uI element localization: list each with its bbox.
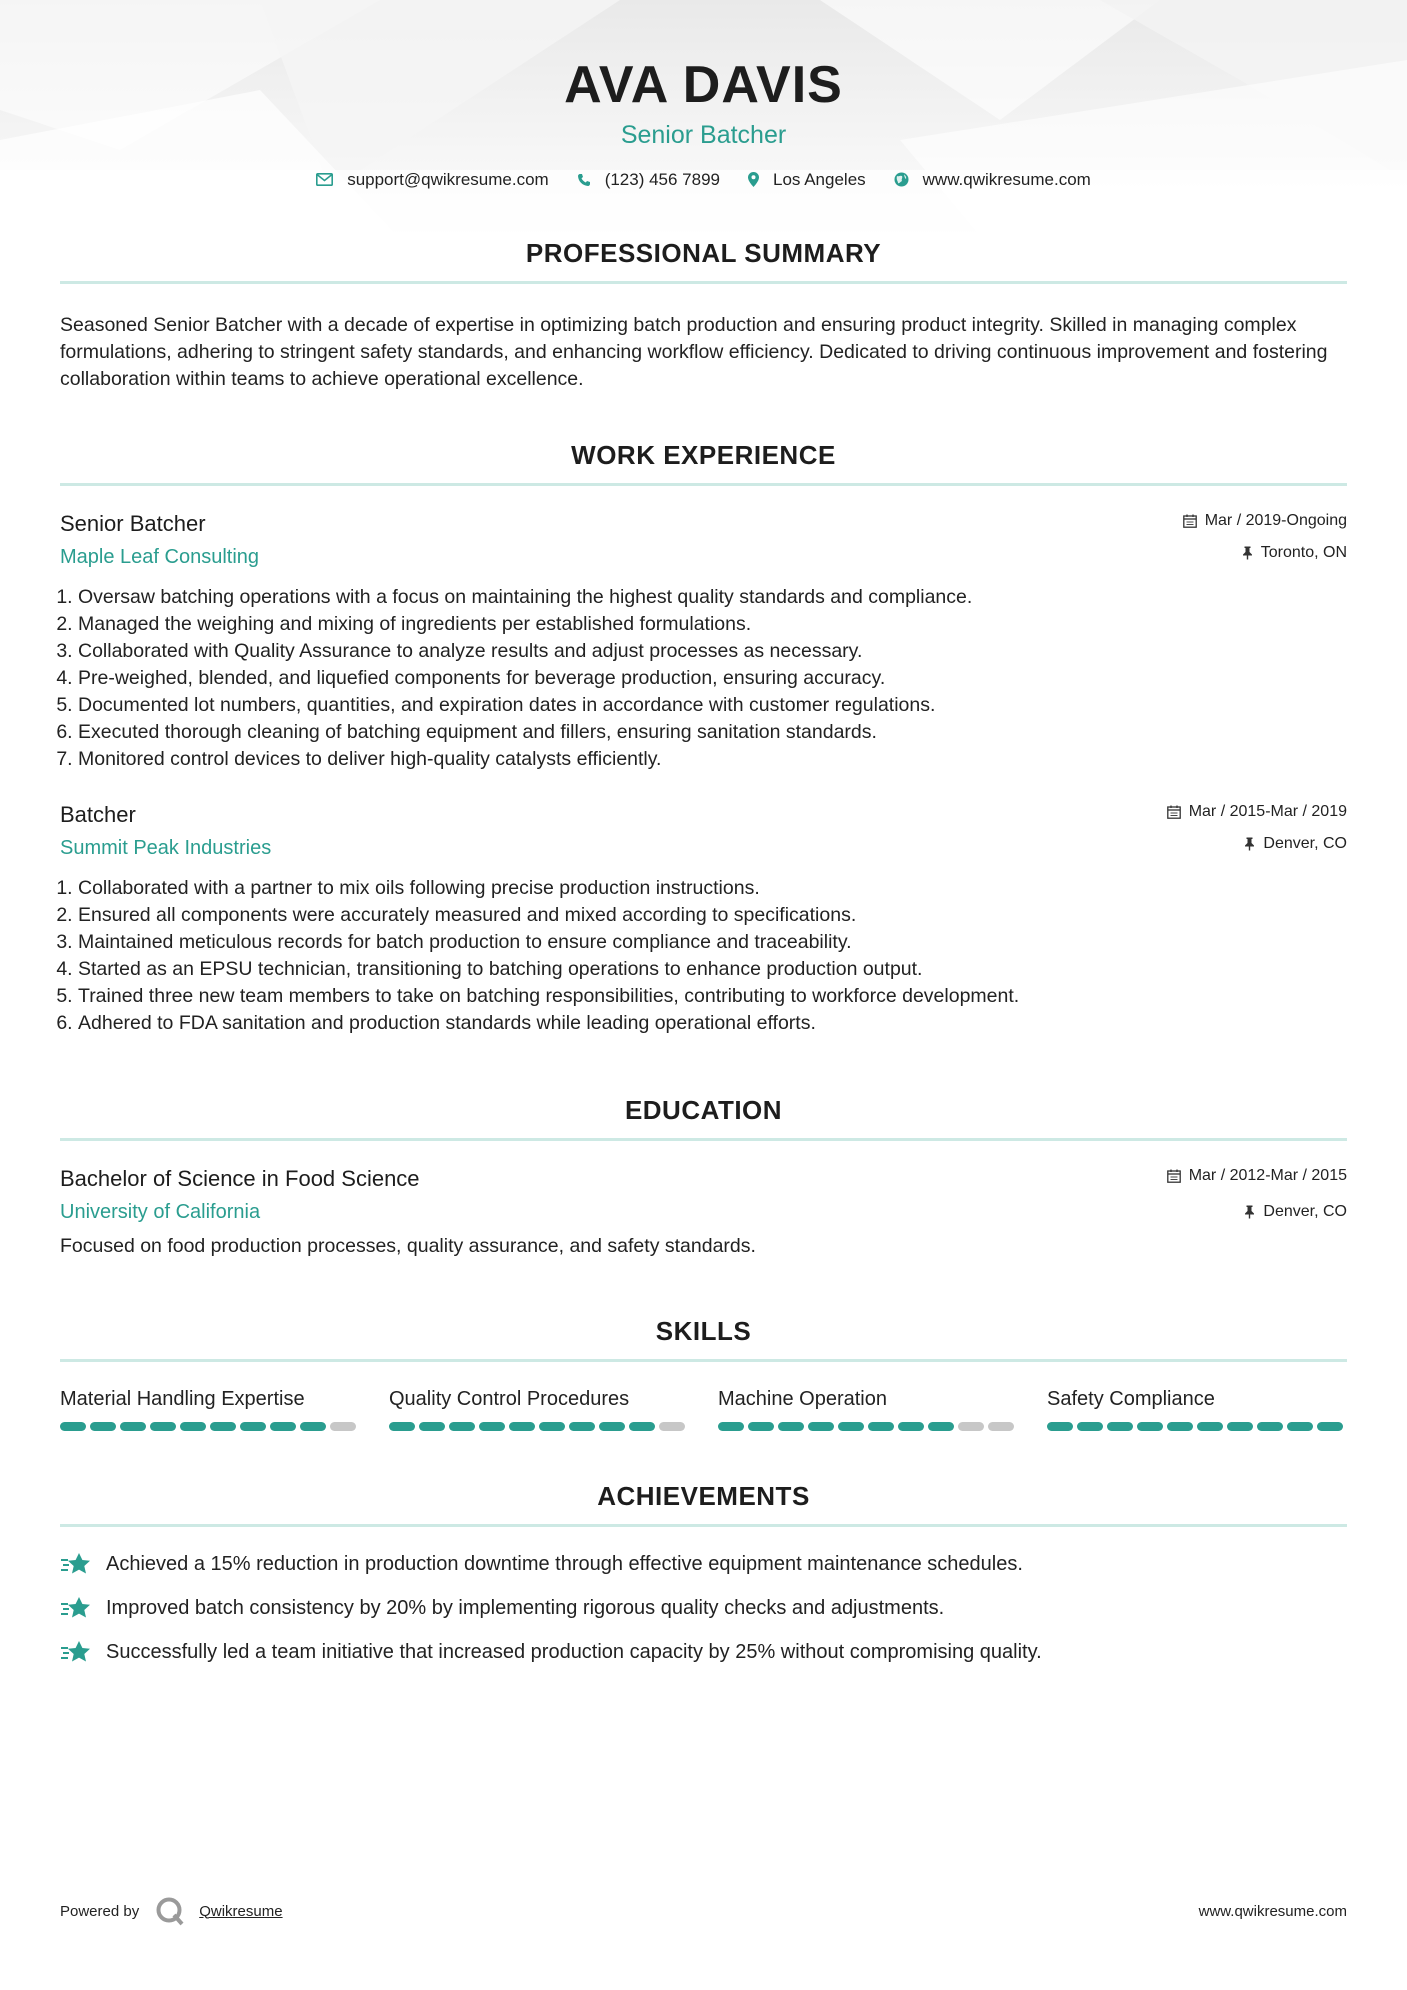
email-icon <box>316 173 333 186</box>
job-entry <box>60 510 1347 773</box>
skills-title: SKILLS <box>655 1315 752 1346</box>
skill-level-bar <box>60 1422 360 1431</box>
job-dates-text: Mar / 2019-Ongoing <box>1204 511 1347 529</box>
skill-segment-filled <box>898 1422 924 1431</box>
pushpin-icon <box>1244 1205 1255 1219</box>
education-location <box>1167 1201 1347 1223</box>
skill-level-bar <box>718 1422 1018 1431</box>
pushpin-icon <box>1242 546 1253 560</box>
list-item: 4. Pre-weighed, blended, and liquefied components for beverage production, ensuring accuracy. <box>78 665 1347 692</box>
skill-item <box>389 1386 689 1431</box>
job-entry <box>60 801 1347 1037</box>
education-dates <box>1167 1165 1347 1187</box>
skill-segment-filled <box>718 1422 744 1431</box>
achievement-text: Successfully led a team initiative that increased production capacity by 25% without compromising quality. <box>106 1640 1042 1663</box>
skill-segment-filled <box>1197 1422 1223 1431</box>
contact-email[interactable] <box>316 170 549 190</box>
section-divider <box>60 1359 1347 1362</box>
skill-segment-filled <box>120 1422 146 1431</box>
skill-level-bar <box>1047 1422 1347 1431</box>
contact-location-text: Los Angeles <box>773 169 866 189</box>
experience-section <box>60 440 1347 1037</box>
achievement-item <box>60 1595 1347 1621</box>
list-item: 2. Ensured all components were accurately measured and mixed according to specifications. <box>78 902 1347 929</box>
job-dates <box>1183 510 1347 532</box>
contact-bar <box>60 170 1347 190</box>
skill-item <box>1047 1386 1347 1431</box>
star-award-icon <box>60 1639 92 1665</box>
skill-segment-filled <box>629 1422 655 1431</box>
company-name: Summit Peak Industries <box>60 836 272 859</box>
map-marker-icon <box>748 172 759 187</box>
qwikresume-logo-icon <box>155 1896 185 1926</box>
skill-segment-filled <box>479 1422 505 1431</box>
star-award-icon <box>60 1551 92 1577</box>
skill-segment-filled <box>1047 1422 1073 1431</box>
skill-segment-filled <box>1077 1422 1103 1431</box>
skill-segment-filled <box>808 1422 834 1431</box>
education-location-text: Denver, CO <box>1263 1202 1347 1220</box>
list-item: 5. Trained three new team members to take on batching responsibilities, contributing to workforce development. <box>78 983 1347 1010</box>
skill-name: Machine Operation <box>718 1387 887 1410</box>
list-item: 6. Executed thorough cleaning of batching equipment and fillers, ensuring sanitation standards. <box>78 719 1347 746</box>
skill-segment-filled <box>150 1422 176 1431</box>
skill-segment-filled <box>270 1422 296 1431</box>
skill-segment-empty <box>988 1422 1014 1431</box>
skill-segment-empty <box>958 1422 984 1431</box>
page-footer <box>60 1896 1347 1926</box>
section-divider <box>60 281 1347 284</box>
skill-segment-filled <box>868 1422 894 1431</box>
skill-segment-empty <box>330 1422 356 1431</box>
list-item: 1. Collaborated with a partner to mix oils following precise production instructions. <box>78 875 1347 902</box>
contact-location <box>748 170 866 190</box>
list-item: 2. Managed the weighing and mixing of ingredients per established formulations. <box>78 611 1347 638</box>
job-location-text: Denver, CO <box>1263 834 1347 852</box>
skill-segment-filled <box>539 1422 565 1431</box>
list-item: 3. Collaborated with Quality Assurance to analyze results and adjust processes as necessary. <box>78 638 1347 665</box>
skill-name: Quality Control Procedures <box>389 1387 630 1410</box>
job-location <box>1167 833 1347 855</box>
summary-section <box>60 238 1347 393</box>
skill-segment-filled <box>389 1422 415 1431</box>
job-dates <box>1167 801 1347 823</box>
education-description: Focused on food production processes, quality assurance, and safety standards. <box>60 1234 756 1257</box>
skill-segment-empty <box>659 1422 685 1431</box>
job-title: Senior Batcher <box>60 510 206 536</box>
skill-segment-filled <box>300 1422 326 1431</box>
job-location <box>1183 542 1347 564</box>
skills-grid <box>60 1386 1347 1431</box>
skill-segment-filled <box>1137 1422 1163 1431</box>
skill-segment-filled <box>599 1422 625 1431</box>
contact-phone-text: (123) 456 7899 <box>604 169 721 189</box>
list-item: 6. Adhered to FDA sanitation and production standards while leading operational efforts. <box>78 1010 1347 1037</box>
skill-segment-filled <box>509 1422 535 1431</box>
list-item: 3. Maintained meticulous records for batch production to ensure compliance and traceability. <box>78 929 1347 956</box>
company-name: Maple Leaf Consulting <box>60 545 260 568</box>
skill-segment-filled <box>240 1422 266 1431</box>
contact-website-text: www.qwikresume.com <box>922 169 1091 189</box>
contact-email-text: support@qwikresume.com <box>347 169 549 189</box>
skill-item <box>718 1386 1018 1431</box>
education-title: EDUCATION <box>624 1094 783 1125</box>
list-item: 1. Oversaw batching operations with a focus on maintaining the highest quality standards and compliance. <box>78 584 1347 611</box>
powered-by <box>60 1896 283 1926</box>
candidate-role: Senior Batcher <box>620 120 787 149</box>
calendar-icon <box>1167 805 1181 819</box>
qwikresume-link[interactable]: Qwikresume <box>199 1902 283 1920</box>
skill-segment-filled <box>748 1422 774 1431</box>
section-divider <box>60 1138 1347 1141</box>
skill-segment-filled <box>1257 1422 1283 1431</box>
calendar-icon <box>1183 514 1197 528</box>
achievement-item <box>60 1551 1347 1577</box>
skill-name: Safety Compliance <box>1047 1387 1215 1410</box>
phone-icon <box>577 173 591 187</box>
education-dates-text: Mar / 2012-Mar / 2015 <box>1188 1166 1347 1184</box>
skill-segment-filled <box>928 1422 954 1431</box>
skill-segment-filled <box>778 1422 804 1431</box>
skills-section <box>60 1316 1347 1431</box>
skill-segment-filled <box>60 1422 86 1431</box>
skill-level-bar <box>389 1422 689 1431</box>
skill-segment-filled <box>1317 1422 1343 1431</box>
achievements-title: ACHIEVEMENTS <box>597 1480 810 1511</box>
degree-title: Bachelor of Science in Food Science <box>60 1165 420 1191</box>
skill-segment-filled <box>90 1422 116 1431</box>
resume-header <box>60 0 1347 190</box>
education-entry <box>60 1165 1347 1260</box>
candidate-name: AVA DAVIS <box>564 56 843 114</box>
list-item: 5. Documented lot numbers, quantities, and expiration dates in accordance with customer regulations. <box>78 692 1347 719</box>
skill-segment-filled <box>180 1422 206 1431</box>
section-divider <box>60 483 1347 486</box>
skill-segment-filled <box>449 1422 475 1431</box>
contact-website[interactable] <box>894 170 1091 190</box>
skill-segment-filled <box>1287 1422 1313 1431</box>
powered-by-label: Powered by <box>60 1902 140 1920</box>
school-name: University of California <box>60 1200 261 1223</box>
section-divider <box>60 1524 1347 1527</box>
achievement-text: Improved batch consistency by 20% by implementing rigorous quality checks and adjustments. <box>106 1596 945 1619</box>
skill-segment-filled <box>1227 1422 1253 1431</box>
star-award-icon <box>60 1595 92 1621</box>
skill-segment-filled <box>838 1422 864 1431</box>
pushpin-icon <box>1244 837 1255 851</box>
skill-segment-filled <box>569 1422 595 1431</box>
skill-segment-filled <box>210 1422 236 1431</box>
skill-segment-filled <box>1167 1422 1193 1431</box>
job-location-text: Toronto, ON <box>1260 543 1347 561</box>
skill-segment-filled <box>419 1422 445 1431</box>
achievements-list <box>60 1551 1347 1665</box>
list-item: 4. Started as an EPSU technician, transitioning to batching operations to enhance production output. <box>78 956 1347 983</box>
calendar-icon <box>1167 1169 1181 1183</box>
job-title: Batcher <box>60 801 136 827</box>
job-bullets <box>60 875 1347 1037</box>
education-section <box>60 1095 1347 1260</box>
job-bullets <box>60 584 1347 773</box>
achievement-item <box>60 1639 1347 1665</box>
summary-title: PROFESSIONAL SUMMARY <box>525 237 882 268</box>
achievement-text: Achieved a 15% reduction in production downtime through effective equipment maintenance schedules. <box>106 1552 1023 1575</box>
skill-item <box>60 1386 360 1431</box>
footer-website[interactable]: www.qwikresume.com <box>1198 1902 1347 1920</box>
list-item: 7. Monitored control devices to deliver high-quality catalysts efficiently. <box>78 746 1347 773</box>
contact-phone[interactable] <box>577 170 720 190</box>
skill-segment-filled <box>1107 1422 1133 1431</box>
experience-title: WORK EXPERIENCE <box>571 439 836 470</box>
achievements-section <box>60 1481 1347 1665</box>
globe-icon <box>894 172 909 187</box>
summary-text: Seasoned Senior Batcher with a decade of expertise in optimizing batch production and ensuring product integrity. Skilled in managing complex formulations, adhering to stringent safety standards, and enhancing workflow efficiency. Dedicated to driving continuous improvement and fostering collaboration within teams to achieve operational excellence. <box>60 313 1328 390</box>
skill-name: Material Handling Expertise <box>60 1387 305 1410</box>
job-dates-text: Mar / 2015-Mar / 2019 <box>1188 802 1347 820</box>
